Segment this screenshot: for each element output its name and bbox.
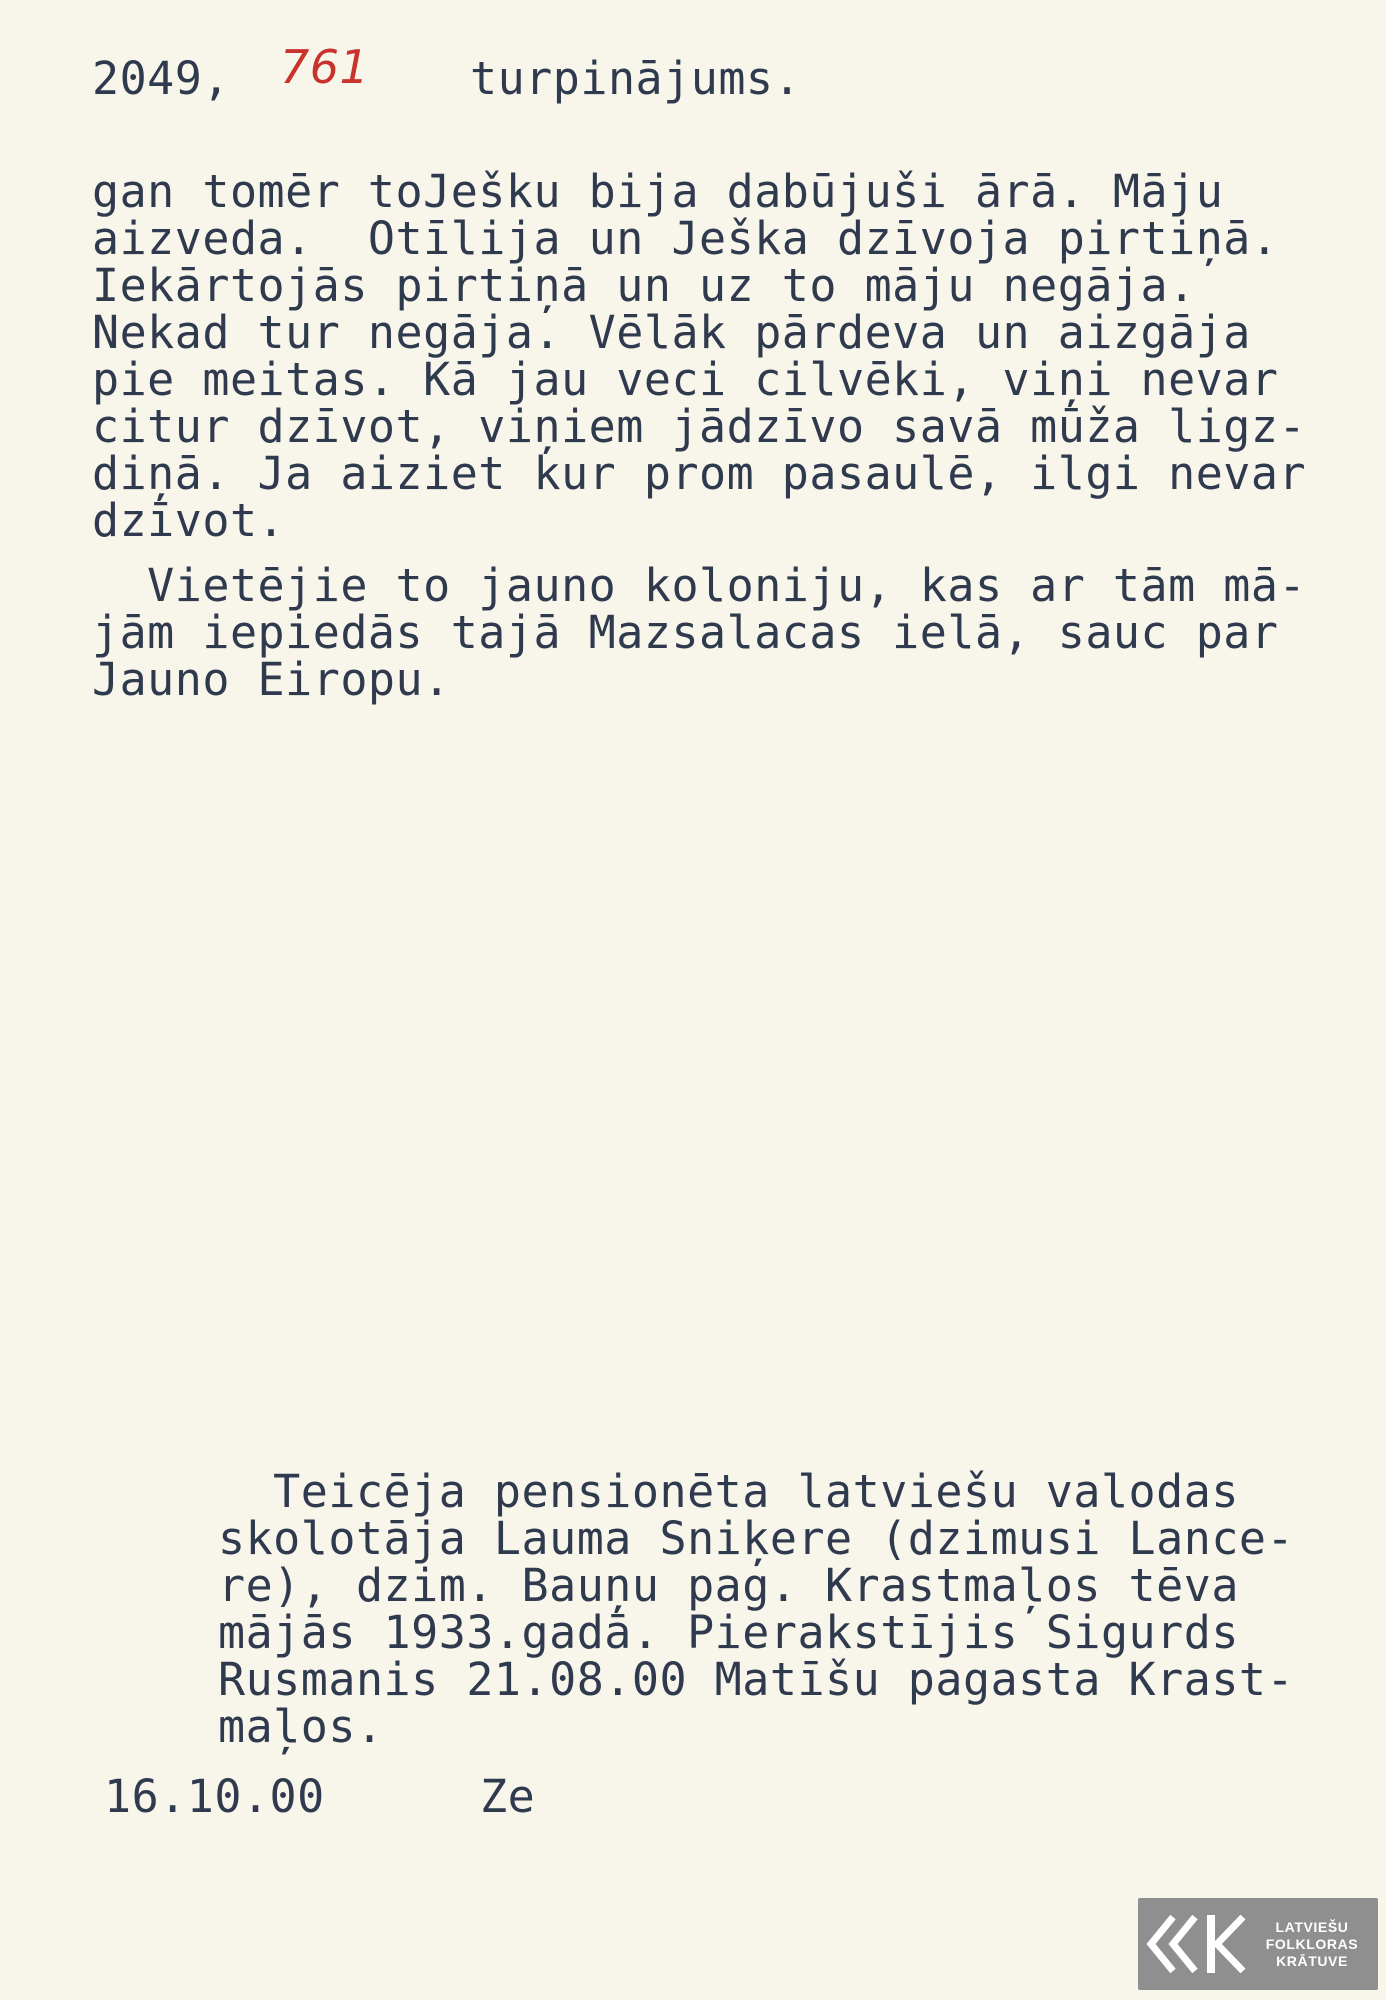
- archive-logo: [1138, 1898, 1378, 1990]
- text-line: gan tomēr toJešku bija dabūjuši ārā. Māju: [92, 165, 1224, 218]
- text-line: Teicēja pensionēta latviešu valodas: [218, 1465, 1239, 1518]
- text-line: diņā. Ja aiziet kur prom pasaulē, ilgi nevar: [92, 447, 1307, 500]
- handwritten-record-number: 761: [280, 40, 370, 94]
- record-date: 16.10.00: [104, 1770, 325, 1823]
- record-number: 2049,: [92, 52, 230, 105]
- text-line: mājās 1933.gadā. Pierakstījis Sigurds: [218, 1606, 1239, 1659]
- text-line: Nekad tur negāja. Vēlāk pārdeva un aizgāja: [92, 306, 1251, 359]
- text-line: maļos.: [218, 1700, 384, 1753]
- archive-name-line: LATVIEŠU: [1275, 1918, 1349, 1935]
- informant-note: [218, 1465, 1295, 1753]
- text-line: Rusmanis 21.08.00 Matīšu pagasta Krast-: [218, 1653, 1295, 1706]
- lfk-logo-icon: [1138, 1898, 1256, 1990]
- archive-name-line: FOLKLORAS: [1265, 1935, 1359, 1952]
- text-line: re), dzim. Bauņu pag. Krastmaļos tēva: [218, 1559, 1239, 1612]
- text-line: citur dzīvot, viņiem jādzīvo savā mūža ligz-: [92, 400, 1307, 453]
- text-line: skolotāja Lauma Sniķere (dzimusi Lance-: [218, 1512, 1295, 1565]
- narrative-text: [92, 165, 1362, 706]
- archive-name: [1256, 1919, 1368, 1970]
- text-line: jām iepiedās tajā Mazsalacas ielā, sauc par: [92, 606, 1279, 659]
- text-line: Jauno Eiropu.: [92, 653, 451, 706]
- archive-name-line: KRĀTUVE: [1276, 1952, 1348, 1969]
- continuation-label: turpinājums.: [470, 52, 802, 105]
- recorder-initials: Ze: [480, 1770, 536, 1823]
- date-row: [104, 1770, 536, 1823]
- text-line: pie meitas. Kā jau veci cilvēki, viņi nevar: [92, 353, 1279, 406]
- text-line: Iekārtojās pirtiņā un uz to māju negāja.: [92, 259, 1196, 312]
- text-line: Vietējie to jauno koloniju, kas ar tām mā-: [92, 559, 1307, 612]
- text-line: aizveda. Otīlija un Ješka dzīvoja pirtiņā.: [92, 212, 1279, 265]
- text-line: dzīvot.: [92, 494, 286, 547]
- card-header: [92, 40, 802, 105]
